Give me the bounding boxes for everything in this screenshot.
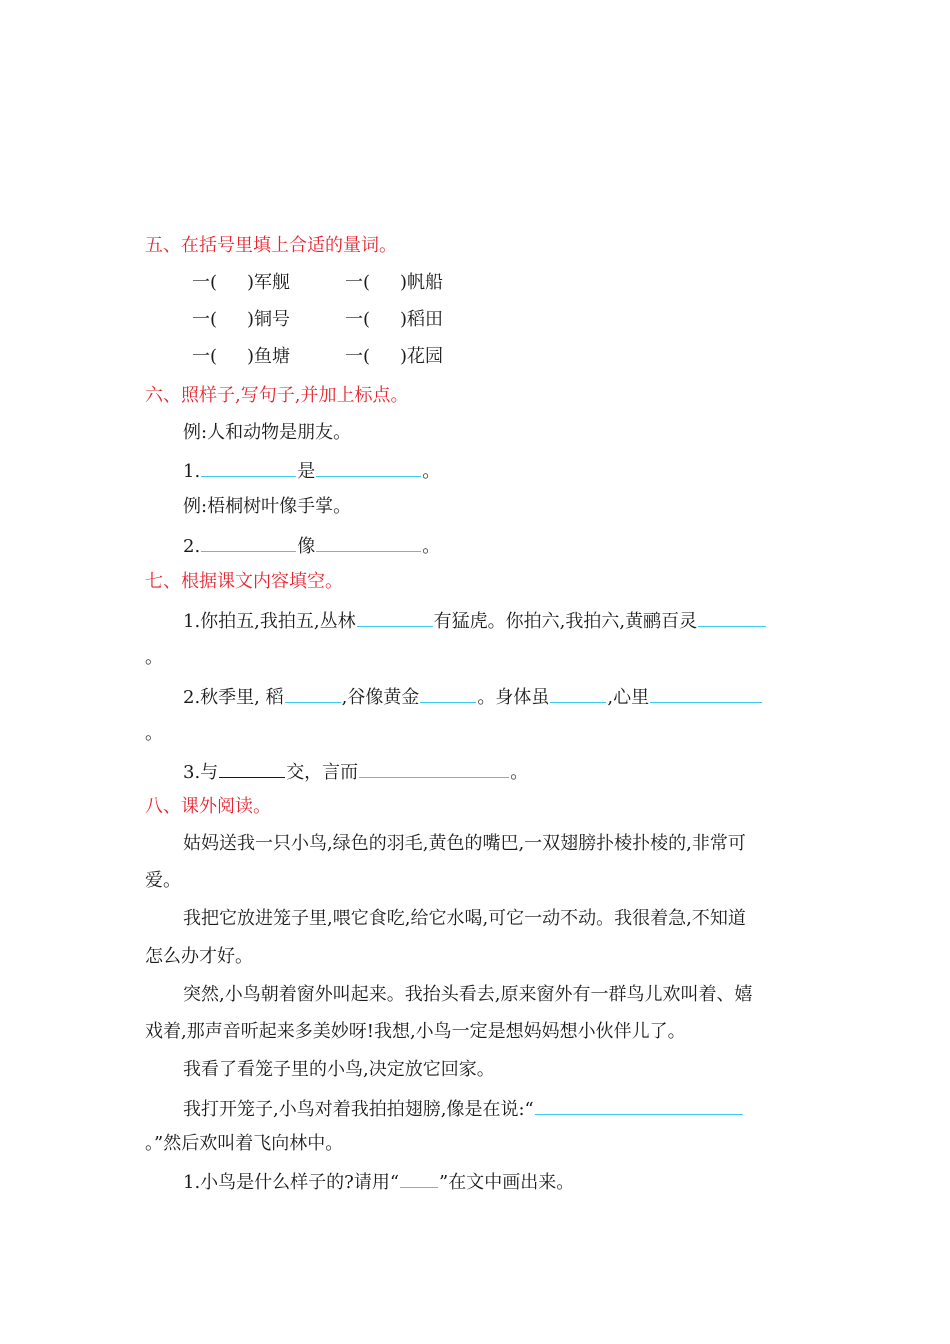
section8-title: 八、课外阅读。 <box>145 796 271 817</box>
measure-row-3b <box>345 345 443 369</box>
q1-blank-a[interactable] <box>201 458 296 477</box>
measure-row-3 <box>192 345 290 369</box>
passage-p5-text: 我打开笼子,小鸟对着我拍拍翅膀,像是在说:“ <box>183 1099 534 1120</box>
fill-q2-blank-a[interactable] <box>285 684 341 703</box>
reading-q1 <box>183 1169 574 1195</box>
section6-title: 六、照样子,写句子,并加上标点。 <box>145 385 409 406</box>
fill-q2 <box>183 684 763 710</box>
fill-q2-c: 。身体虽 <box>477 687 550 708</box>
passage-p1-line1: 姑妈送我一只小鸟,绿色的羽毛,黄色的嘴巴,一双翅膀扑棱扑棱的,非常可 <box>183 833 746 854</box>
sentence-q2 <box>183 533 440 559</box>
section7-title: 七、根据课文内容填空。 <box>145 571 343 592</box>
fill-q2-b: ,谷像黄金 <box>341 687 420 708</box>
fill-q2-blank-d[interactable] <box>650 684 762 703</box>
fill-q3-blank-a[interactable] <box>219 759 285 778</box>
row2-b-suffix: )稻田 <box>400 309 444 330</box>
row3-b-suffix: )花园 <box>400 346 444 367</box>
fill-q2-blank-c[interactable] <box>550 684 606 703</box>
measure-row-2b <box>345 308 443 332</box>
q1-num: 1. <box>183 461 201 482</box>
row1-b-prefix: 一( <box>345 272 371 293</box>
fill-q2-blank-b[interactable] <box>420 684 476 703</box>
row3-a-suffix: )鱼塘 <box>247 346 291 367</box>
passage-p5-blank[interactable] <box>535 1096 743 1115</box>
passage-p3-line1: 突然,小鸟朝着窗外叫起来。我抬头看去,原来窗外有一群鸟儿欢叫着、嬉 <box>183 984 753 1005</box>
row2-a-suffix: )铜号 <box>247 309 291 330</box>
q2-num: 2. <box>183 536 201 557</box>
q2-blank-a[interactable] <box>201 533 296 552</box>
fill-q3-a: 3.与 <box>183 762 219 783</box>
q1-mid: 是 <box>297 461 316 482</box>
fill-q3-end: 。 <box>510 762 529 783</box>
fill-q2-end: 。 <box>145 723 163 744</box>
section5-title: 五、在括号里填上合适的量词。 <box>145 235 397 256</box>
row1-b-suffix: )帆船 <box>400 272 444 293</box>
reading-q1-a: 1.小鸟是什么样子的?请用“ <box>183 1172 400 1193</box>
row1-a-prefix: 一( <box>192 272 218 293</box>
q1-blank-b[interactable] <box>316 458 421 477</box>
reading-q1-b: ”在文中画出来。 <box>439 1172 575 1193</box>
measure-row-2 <box>192 308 290 332</box>
fill-q1-end: 。 <box>145 647 163 668</box>
q2-blank-b[interactable] <box>316 533 421 552</box>
measure-row-1 <box>192 271 290 295</box>
fill-q2-a: 2.秋季里, 稻 <box>183 687 284 708</box>
fill-q3-b: 交，言而 <box>286 762 359 783</box>
row2-a-prefix: 一( <box>192 309 218 330</box>
fill-q1-a: 1.你拍五,我拍五,丛林 <box>183 611 356 632</box>
fill-q3-blank-b[interactable] <box>359 759 509 778</box>
reading-q1-sample-line <box>400 1169 438 1188</box>
passage-p2-line2: 怎么办才好。 <box>145 946 253 967</box>
passage-p5-line2: 。”然后欢叫着飞向林中。 <box>145 1133 344 1154</box>
passage-p1-line2: 爱。 <box>145 870 181 891</box>
fill-q1-blank-a[interactable] <box>357 608 433 627</box>
measure-row-1b <box>345 271 443 295</box>
q2-end: 。 <box>422 536 441 557</box>
fill-q3 <box>183 759 528 785</box>
fill-q1-blank-b[interactable] <box>698 608 766 627</box>
row3-a-prefix: 一( <box>192 346 218 367</box>
fill-q1-b: 有猛虎。你拍六,我拍六,黄鹂百灵 <box>433 611 698 632</box>
passage-p3-line2: 戏着,那声音听起来多美妙呀!我想,小鸟一定是想妈妈想小伙伴儿了。 <box>145 1021 686 1042</box>
example-2: 例:梧桐树叶像手掌。 <box>183 496 352 517</box>
fill-q2-d: ,心里 <box>607 687 650 708</box>
row1-a-suffix: )军舰 <box>247 272 291 293</box>
fill-q1 <box>183 608 767 634</box>
passage-p4: 我看了看笼子里的小鸟,决定放它回家。 <box>183 1059 495 1080</box>
q1-end: 。 <box>422 461 441 482</box>
passage-p2-line1: 我把它放进笼子里,喂它食吃,给它水喝,可它一动不动。我很着急,不知道 <box>183 908 746 929</box>
row2-b-prefix: 一( <box>345 309 371 330</box>
sentence-q1 <box>183 458 440 484</box>
q2-mid: 像 <box>297 536 316 557</box>
row3-b-prefix: 一( <box>345 346 371 367</box>
passage-p5-line1 <box>183 1096 744 1122</box>
example-1: 例:人和动物是朋友。 <box>183 422 352 443</box>
